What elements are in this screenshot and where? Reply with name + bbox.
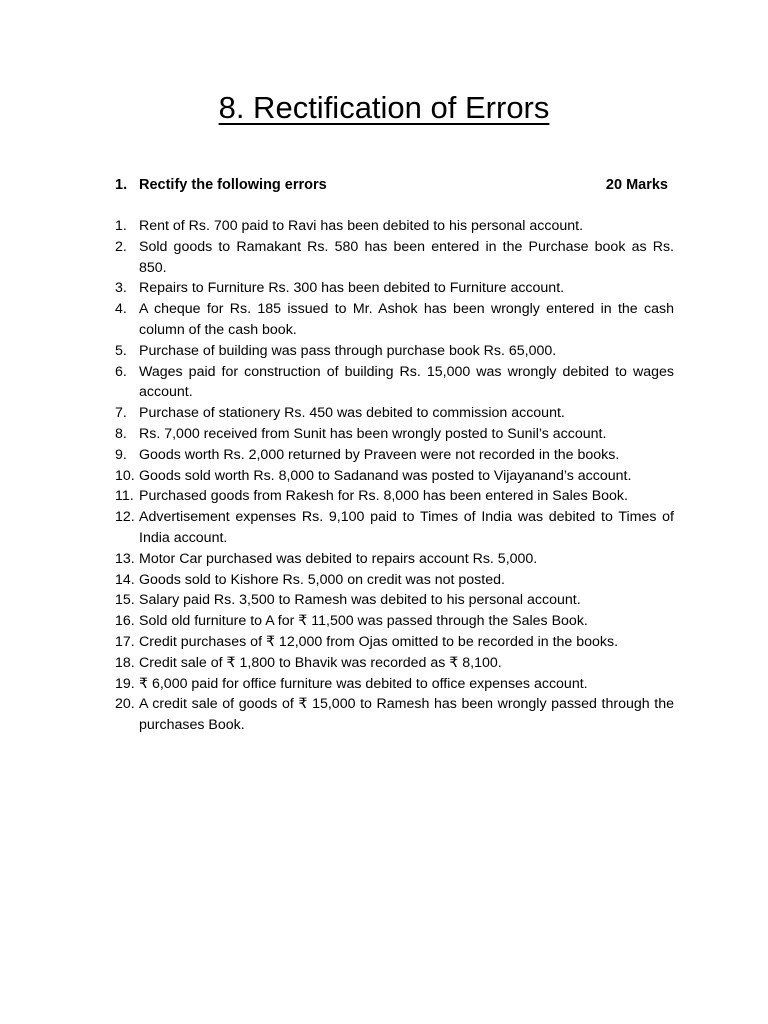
item-number: 9. <box>115 446 127 463</box>
item-text: Goods sold to Kishore Rs. 5,000 on credit was not posted. <box>139 571 505 588</box>
list-item <box>115 341 674 362</box>
item-number: 12. <box>115 509 135 526</box>
item-text: Rs. 7,000 received from Sunit has been wrongly posted to Sunil’s account. <box>139 425 607 442</box>
list-item <box>115 466 674 487</box>
list-item <box>115 403 674 424</box>
item-number: 8. <box>115 425 127 442</box>
list-item <box>115 653 674 674</box>
item-text: Goods worth Rs. 2,000 returned by Praveen were not recorded in the books. <box>139 446 620 463</box>
item-number: 18. <box>115 654 135 671</box>
item-number: 4. <box>115 301 127 318</box>
error-list <box>115 216 674 736</box>
item-text: Sold goods to Ramakant Rs. 580 has been entered in the Purchase book as Rs. 850. <box>139 238 674 276</box>
item-number: 1. <box>115 218 127 234</box>
list-item <box>115 424 674 445</box>
item-text: Motor Car purchased was debited to repairs account Rs. 5,000. <box>139 550 538 567</box>
item-text: Sold old furniture to A for ₹ 11,500 was passed through the Sales Book. <box>139 613 588 630</box>
item-number: 14. <box>115 571 135 588</box>
list-item <box>115 362 674 404</box>
item-number: 11. <box>115 488 134 505</box>
list-item <box>115 445 674 466</box>
list-item <box>115 507 674 549</box>
item-text: Purchased goods from Rakesh for Rs. 8,000 has been entered in Sales Book. <box>139 488 628 505</box>
item-text: Credit sale of ₹ 1,800 to Bhavik was recorded as ₹ 8,100. <box>139 654 502 671</box>
list-item <box>115 278 674 299</box>
item-text: Purchase of stationery Rs. 450 was debited to commission account. <box>139 405 565 422</box>
item-text: Repairs to Furniture Rs. 300 has been debited to Furniture account. <box>139 280 565 297</box>
item-number: 15. <box>115 592 135 609</box>
item-text: ₹ 6,000 paid for office furniture was debited to office expenses account. <box>139 675 588 692</box>
item-text: A credit sale of goods of ₹ 15,000 to Ramesh has been wrongly passed through the purchases Book. <box>139 696 674 734</box>
item-text: Credit purchases of ₹ 12,000 from Ojas omitted to be recorded in the books. <box>139 633 619 650</box>
question-marks: 20 Marks <box>605 177 668 193</box>
list-item <box>115 590 674 611</box>
list-item <box>115 549 674 570</box>
question-text: Rectify the following errors <box>139 177 327 193</box>
list-item <box>115 694 674 736</box>
item-number: 16. <box>115 613 135 630</box>
item-number: 7. <box>115 405 127 422</box>
item-text: Purchase of building was pass through purchase book Rs. 65,000. <box>139 342 557 359</box>
item-number: 10. <box>115 467 135 484</box>
item-number: 5. <box>115 342 127 359</box>
question-number: 1. <box>115 177 128 193</box>
list-item <box>115 674 674 695</box>
item-number: 3. <box>115 280 127 297</box>
item-text: Rent of Rs. 700 paid to Ravi has been debited to his personal account. <box>139 218 584 234</box>
item-number: 6. <box>115 363 127 380</box>
list-item <box>115 237 674 279</box>
item-text: A cheque for Rs. 185 issued to Mr. Ashok has been wrongly entered in the cash column of the cash book. <box>139 301 674 338</box>
item-number: 20. <box>115 696 135 713</box>
item-text: Wages paid for construction of building Rs. 15,000 was wrongly debited to wages account. <box>139 363 674 401</box>
item-number: 2. <box>115 238 127 255</box>
item-number: 19. <box>115 675 135 692</box>
question-heading <box>115 175 668 195</box>
list-item <box>115 486 674 507</box>
item-number: 13. <box>115 550 135 567</box>
item-text: Advertisement expenses Rs. 9,100 paid to Times of India was debited to Times of India account. <box>139 509 674 546</box>
list-item <box>115 570 674 591</box>
item-text: Goods sold worth Rs. 8,000 to Sadanand was posted to Vijayanand’s account. <box>139 467 632 484</box>
list-item <box>115 611 674 632</box>
list-item <box>115 299 674 341</box>
item-number: 17. <box>115 633 135 650</box>
page-title: 8. Rectification of Errors <box>218 90 550 125</box>
item-text: Salary paid Rs. 3,500 to Ramesh was debited to his personal account. <box>139 592 581 609</box>
list-item <box>115 632 674 653</box>
list-item <box>115 216 674 237</box>
